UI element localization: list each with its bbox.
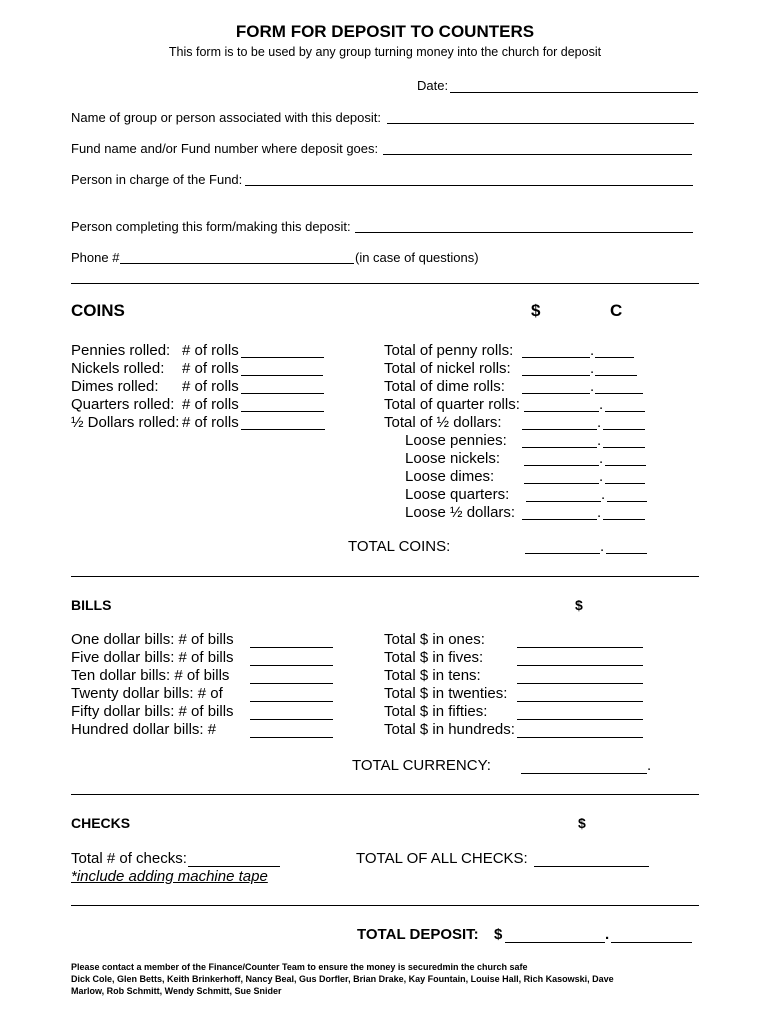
divider — [71, 905, 699, 906]
coin-total-label: Loose dimes: — [405, 468, 495, 485]
total-coins-dollars-field[interactable] — [525, 553, 600, 554]
footer-team-list-cont: Marlow, Rob Schmitt, Wendy Schmitt, Sue Snider — [71, 986, 282, 996]
bill-count-field[interactable] — [250, 737, 333, 738]
bill-total-label: Total $ in twenties: — [384, 685, 508, 702]
bill-total-label: Total $ in tens: — [384, 667, 481, 684]
decimal-point: . — [647, 757, 652, 774]
person-in-charge-field[interactable] — [245, 185, 693, 186]
bill-count-field[interactable] — [250, 719, 333, 720]
bill-total-label: Total $ in fifties: — [384, 703, 488, 720]
coin-cents-field[interactable] — [595, 375, 637, 376]
decimal-point: . — [599, 396, 604, 413]
total-coins-cents-field[interactable] — [606, 553, 647, 554]
form-subtitle: This form is to be used by any group turning money into the church for deposit — [168, 45, 602, 59]
bill-count-label: Twenty dollar bills: # of — [71, 685, 223, 702]
total-currency-label: TOTAL CURRENCY: — [352, 757, 491, 774]
coin-dollars-field[interactable] — [522, 519, 597, 520]
rolls-count-field[interactable] — [241, 375, 323, 376]
divider — [71, 794, 699, 795]
total-deposit-cents-field[interactable] — [611, 942, 692, 943]
total-checks-label: TOTAL OF ALL CHECKS: — [356, 850, 528, 867]
rolls-count-label: # of rolls — [182, 342, 239, 359]
coin-cents-field[interactable] — [603, 519, 645, 520]
rolls-count-field[interactable] — [241, 411, 324, 412]
checks-count-field[interactable] — [188, 866, 280, 867]
rolls-count-label: # of rolls — [182, 378, 239, 395]
coins-dollar-header: $ — [531, 301, 541, 320]
coin-cents-field[interactable] — [605, 483, 645, 484]
bill-total-field[interactable] — [517, 701, 643, 702]
rolls-count-label: # of rolls — [182, 414, 239, 431]
bill-count-label: Five dollar bills: # of bills — [71, 649, 234, 666]
bill-count-field[interactable] — [250, 683, 333, 684]
person-in-charge-label: Person in charge of the Fund: — [71, 172, 243, 187]
coin-dollars-field[interactable] — [524, 465, 599, 466]
bill-total-field[interactable] — [517, 719, 643, 720]
bill-total-field[interactable] — [517, 647, 643, 648]
coins-cents-header: C — [610, 301, 623, 320]
rolls-count-field[interactable] — [241, 429, 325, 430]
coin-dollars-field[interactable] — [524, 483, 599, 484]
rolls-label: Dimes rolled: — [71, 378, 159, 395]
coin-cents-field[interactable] — [595, 393, 643, 394]
decimal-point: . — [590, 360, 595, 377]
decimal-point: . — [599, 468, 604, 485]
decimal-point: . — [590, 342, 595, 359]
coin-total-label: Total of nickel rolls: — [384, 360, 511, 377]
rolls-count-label: # of rolls — [182, 396, 239, 413]
bills-heading: BILLS — [71, 597, 112, 613]
fund-field[interactable] — [383, 154, 692, 155]
group-name-field[interactable] — [387, 123, 694, 124]
coin-dollars-field[interactable] — [522, 447, 597, 448]
phone-label: Phone # — [71, 250, 120, 265]
rolls-count-field[interactable] — [241, 393, 324, 394]
divider — [71, 576, 699, 577]
coin-cents-field[interactable] — [603, 447, 645, 448]
bill-count-label: Fifty dollar bills: # of bills — [71, 703, 234, 720]
rolls-label: ½ Dollars rolled: — [71, 414, 180, 431]
coin-total-label: Loose nickels: — [405, 450, 501, 467]
decimal-point: . — [601, 486, 606, 503]
decimal-point: . — [599, 450, 604, 467]
decimal-point: . — [600, 538, 605, 555]
coin-total-label: Total of quarter rolls: — [384, 396, 520, 413]
bill-count-label: Ten dollar bills: # of bills — [71, 667, 230, 684]
bill-count-field[interactable] — [250, 665, 333, 666]
coin-cents-field[interactable] — [603, 429, 645, 430]
person-completing-label: Person completing this form/making this deposit: — [71, 219, 351, 234]
coin-cents-field[interactable] — [607, 501, 647, 502]
date-label: Date: — [417, 78, 449, 93]
coin-total-label: Loose ½ dollars: — [405, 504, 516, 521]
coin-dollars-field[interactable] — [526, 501, 601, 502]
total-coins-label: TOTAL COINS: — [348, 538, 451, 555]
decimal-point: . — [597, 504, 602, 521]
bill-count-label: Hundred dollar bills: # — [71, 721, 217, 738]
phone-note: (in case of questions) — [355, 250, 479, 265]
checks-heading: CHECKS — [71, 815, 131, 831]
rolls-label: Nickels rolled: — [71, 360, 165, 377]
total-deposit-dollar-sign: $ — [494, 926, 503, 943]
coin-dollars-field[interactable] — [522, 375, 590, 376]
coin-total-label: Total of dime rolls: — [384, 378, 505, 395]
phone-field[interactable] — [120, 263, 354, 264]
rolls-label: Quarters rolled: — [71, 396, 175, 413]
decimal-point: . — [605, 926, 610, 943]
checks-count-label: Total # of checks: — [71, 850, 187, 867]
coin-total-label: Total of penny rolls: — [384, 342, 514, 359]
total-deposit-dollars-field[interactable] — [505, 942, 605, 943]
bill-total-label: Total $ in hundreds: — [384, 721, 515, 738]
fund-label: Fund name and/or Fund number where deposit goes: — [71, 141, 379, 156]
bill-total-field[interactable] — [517, 737, 643, 738]
coin-cents-field[interactable] — [595, 357, 634, 358]
footer-instruction: Please contact a member of the Finance/Counter Team to ensure the money is securedmin the church safe — [71, 962, 528, 972]
bill-count-field[interactable] — [250, 701, 333, 702]
decimal-point: . — [597, 432, 602, 449]
coin-dollars-field[interactable] — [522, 357, 590, 358]
rolls-count-label: # of rolls — [182, 360, 239, 377]
divider — [71, 283, 699, 284]
decimal-point: . — [597, 414, 602, 431]
total-currency-field[interactable] — [521, 773, 647, 774]
checks-dollar-header: $ — [578, 815, 586, 831]
coins-heading: COINS — [71, 301, 125, 320]
coin-total-label: Total of ½ dollars: — [384, 414, 502, 431]
bill-total-field[interactable] — [517, 665, 643, 666]
coin-cents-field[interactable] — [605, 465, 646, 466]
bill-total-label: Total $ in fives: — [384, 649, 484, 666]
total-deposit-label: TOTAL DEPOSIT: — [357, 926, 479, 943]
form-title: FORM FOR DEPOSIT TO COUNTERS — [235, 22, 535, 41]
person-completing-field[interactable] — [355, 232, 693, 233]
bills-dollar-header: $ — [575, 597, 583, 613]
total-checks-field[interactable] — [534, 866, 649, 867]
date-field[interactable] — [450, 92, 698, 93]
footer-team-list: Dick Cole, Glen Betts, Keith Brinkerhoff, Nancy Beal, Gus Dorfler, Brian Drake, Kay Fountain, Louise Hall, Rich Kasowski, Dave — [71, 974, 614, 984]
coin-dollars-field[interactable] — [522, 393, 590, 394]
group-name-label: Name of group or person associated with this deposit: — [71, 110, 382, 125]
bill-count-label: One dollar bills: # of bills — [71, 631, 234, 648]
coin-dollars-field[interactable] — [522, 429, 597, 430]
bill-total-label: Total $ in ones: — [384, 631, 485, 648]
coin-total-label: Loose pennies: — [405, 432, 507, 449]
adding-machine-note: *include adding machine tape — [71, 868, 268, 885]
decimal-point: . — [590, 378, 595, 395]
rolls-label: Pennies rolled: — [71, 342, 171, 359]
coin-total-label: Loose quarters: — [405, 486, 510, 503]
coin-dollars-field[interactable] — [524, 411, 599, 412]
bill-count-field[interactable] — [250, 647, 333, 648]
coin-cents-field[interactable] — [605, 411, 645, 412]
bill-total-field[interactable] — [517, 683, 643, 684]
rolls-count-field[interactable] — [241, 357, 324, 358]
